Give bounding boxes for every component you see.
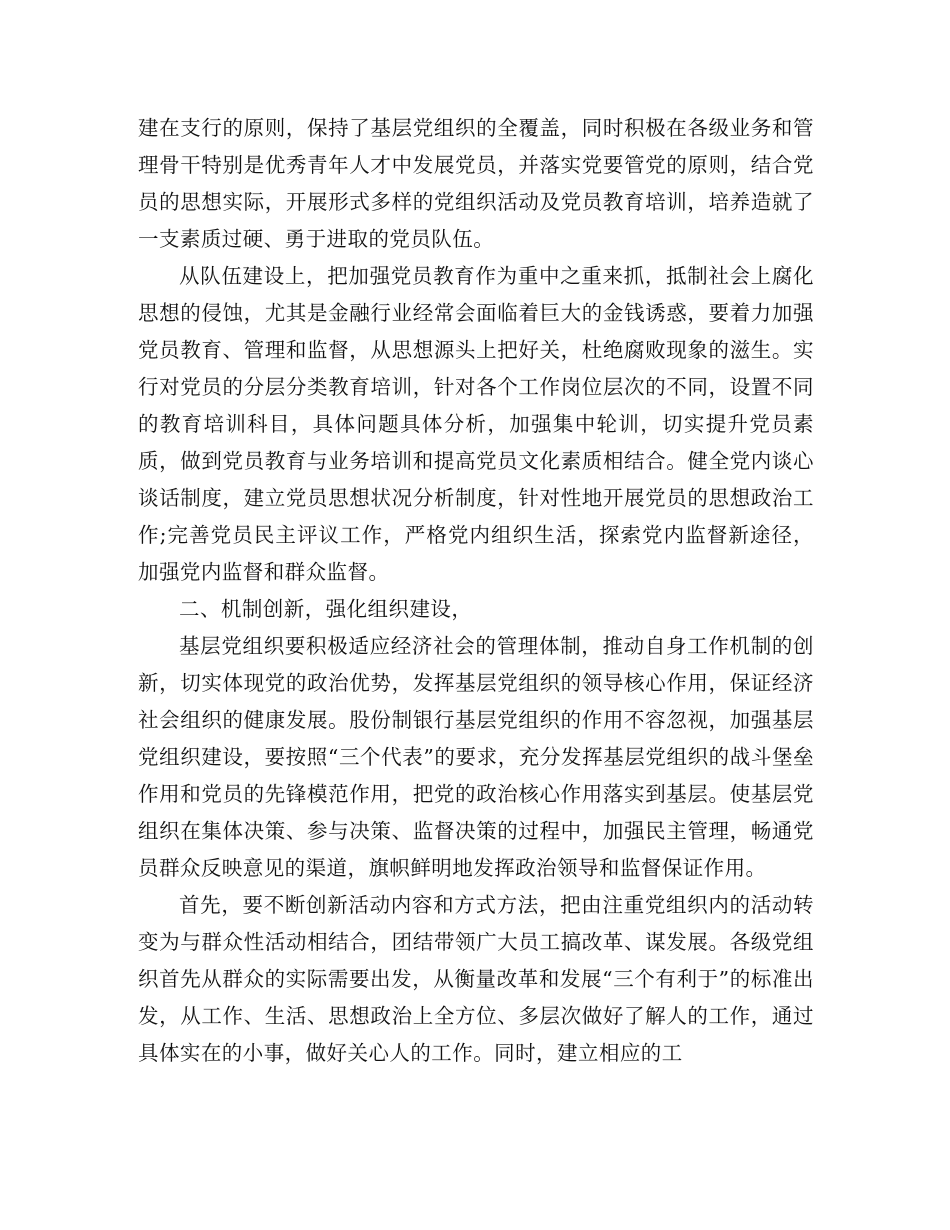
paragraph-continuation: 建在支行的原则，保持了基层党组织的全覆盖，同时积极在各级业务和管理骨干特别是优秀青年人才中发展党员，并落实党要管党的原则，结合党员的思想实际，开展形式多样的党组织活动及党员教育培训，培养造就了一支素质过硬、勇于进取的党员队伍。	[138, 116, 814, 251]
section-heading-mechanism-innovation: 二、机制创新，强化组织建设，	[179, 597, 473, 621]
paragraph-first-innovation: 首先，要不断创新活动内容和方式方法，把由注重党组织内的活动转变为与群众性活动相结合，团结带领广大员工搞改革、谋发展。各级党组织首先从群众的实际需要出发，从衡量改革和发展“三个有利于”的标准出发，从工作、生活、思想政治上全方位、多层次做好了解人的工作，通过具体实在的小事，做好关心人的工作。同时，建立相应的工	[138, 893, 814, 1065]
document-page	[138, 110, 814, 1072]
paragraph-grassroots-organization: 基层党组织要积极适应经济社会的管理体制，推动自身工作机制的创新，切实体现党的政治优势，发挥基层党组织的领导核心作用，保证经济社会组织的健康发展。股份制银行基层党组织的作用不容忽视，加强基层党组织建设，要按照“三个代表”的要求，充分发挥基层党组织的战斗堡垒作用和党员的先锋模范作用，把党的政治核心作用落实到基层。使基层党组织在集体决策、参与决策、监督决策的过程中，加强民主管理，畅通党员群众反映意见的渠道，旗帜鲜明地发挥政治领导和监督保证作用。	[138, 634, 814, 880]
paragraph-team-building: 从队伍建设上，把加强党员教育作为重中之重来抓，抵制社会上腐化思想的侵蚀，尤其是金融行业经常会面临着巨大的金钱诱惑，要着力加强党员教育、管理和监督，从思想源头上把好关，杜绝腐败现象的滋生。实行对党员的分层分类教育培训，针对各个工作岗位层次的不同，设置不同的教育培训科目，具体问题具体分析，加强集中轮训，切实提升党员素质，做到党员教育与业务培训和提高党员文化素质相结合。健全党内谈心谈话制度，建立党员思想状况分析制度，针对性地开展党员的思想政治工作;完善党员民主评议工作，严格党内组织生活，探索党内监督新途径，加强党内监督和群众监督。	[138, 264, 814, 584]
